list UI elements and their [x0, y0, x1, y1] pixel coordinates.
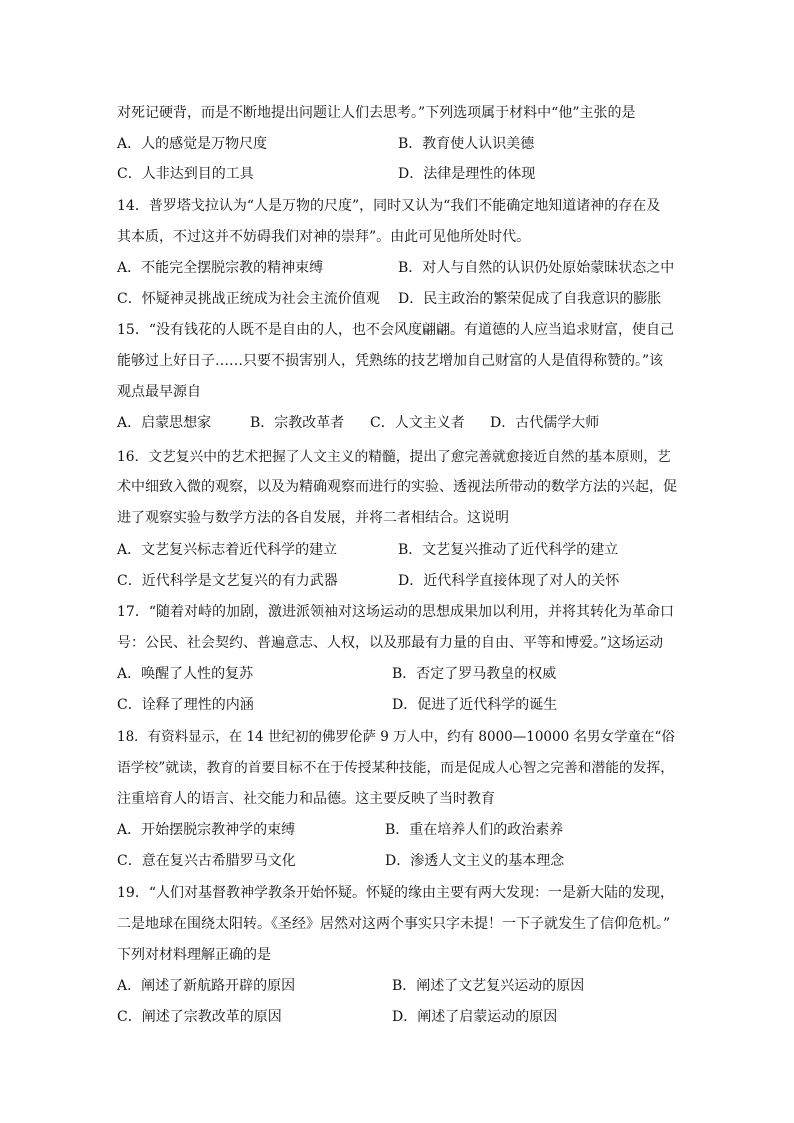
- question-13-option-c: C．人非达到目的工具: [117, 166, 254, 182]
- question-19-option-c: C．阐述了宗教改革的原因: [117, 1009, 282, 1025]
- question-14-option-a: A．不能完全摆脱宗教的精神束缚: [117, 260, 324, 276]
- question-13-option-d: D．法律是理性的体现: [398, 166, 536, 182]
- question-16-option-b: B．文艺复兴推动了近代科学的建立: [398, 542, 619, 558]
- question-18-option-a: A．开始摆脱宗教神学的束缚: [117, 822, 296, 838]
- question-15-option-b: B．宗教改革者: [250, 415, 345, 431]
- question-18-option-b: B．重在培养人们的政治素养: [385, 822, 564, 838]
- question-13-option-a: A．人的感觉是万物尺度: [117, 136, 268, 152]
- question-15-text-line-1: 15．“没有钱花的人既不是自由的人，也不会风度翩翩。有道德的人应当追求财富，使自己: [117, 322, 674, 338]
- question-14-text-line-1: 14．普罗塔戈拉认为“人是万物的尺度”，同时又认为“我们不能确定地知道诸神的存在及: [117, 198, 661, 214]
- question-19-text-line-1: 19．“人们对基督教神学教条开始怀疑。怀疑的缘由主要有两大发现：一是新大陆的发现，: [117, 885, 674, 901]
- question-15-option-a: A．启蒙思想家: [117, 415, 212, 431]
- question-14-option-c: C．怀疑神灵挑战正统成为社会主流价值观: [117, 291, 380, 307]
- question-18-option-c: C．意在复兴古希腊罗马文化: [117, 853, 296, 869]
- question-16-text-line-2: 术中细致入微的观察，以及为精确观察而进行的实验、透视法所带动的数学方法的兴起，促: [117, 479, 677, 495]
- question-16-text-line-3: 进了观察实验与数学方法的各自发展，并将二者相结合。这说明: [117, 510, 509, 526]
- question-18-text-line-2: 语学校”就读，教育的首要目标不在于传授某种技能，而是促成人心智之完善和潜能的发挥，: [117, 760, 675, 776]
- question-18-text-line-1: 18．有资料显示，在 14 世纪初的佛罗伦萨 9 万人中，约有 8000—10000 名男女学童在“俗: [117, 729, 675, 745]
- question-18-option-d: D．渗透人文主义的基本理念: [385, 853, 565, 869]
- question-15-text-line-3: 观点最早源自: [117, 384, 201, 400]
- question-15-option-d: D．古代儒学大师: [490, 415, 600, 431]
- question-15-text-line-2: 能够过上好日子……只要不损害别人，凭熟练的技艺增加自己财富的人是值得称赞的。”该: [117, 353, 664, 369]
- question-16-option-a: A．文艺复兴标志着近代科学的建立: [117, 542, 338, 558]
- question-17-text-line-2: 号：公民、社会契约、普遍意志、人权，以及那最有力量的自由、平等和博爱。”这场运动: [117, 635, 664, 651]
- question-19-option-a: A．阐述了新航路开辟的原因: [117, 978, 296, 994]
- question-19-option-b: B．阐述了文艺复兴运动的原因: [392, 978, 585, 994]
- question-14-text-line-2: 其本质，不过这并不妨碍我们对神的崇拜”。由此可见他所处时代。: [117, 229, 531, 245]
- question-17-text-line-1: 17．“随着对峙的加剧，激进派领袖对这场运动的思想成果加以利用，并将其转化为革命口: [117, 604, 674, 620]
- question-14-option-b: B．对人与自然的认识仍处原始蒙昧状态之中: [398, 260, 675, 276]
- question-16-text-line-1: 16．文艺复兴中的艺术把握了人文主义的精髓，提出了愈完善就愈接近自然的基本原则，艺: [117, 449, 671, 465]
- question-18-text-line-3: 注重培育人的语言、社交能力和品德。这主要反映了当时教育: [117, 791, 495, 807]
- question-13-option-b: B．教育使人认识美德: [398, 136, 535, 152]
- question-14-option-d: D．民主政治的繁荣促成了自我意识的膨胀: [398, 291, 662, 307]
- question-17-option-c: C．诠释了理性的内涵: [117, 697, 254, 713]
- question-19-text-line-3: 下列对材料理解正确的是: [117, 947, 271, 963]
- question-19-text-line-2: 二是地球在围绕太阳转。《圣经》居然对这两个事实只字未提！一下子就发生了信仰危机。”: [117, 916, 671, 932]
- question-13-text: 对死记硬背，而是不断地提出问题让人们去思考。”下列选项属于材料中“他”主张的是: [117, 105, 636, 121]
- question-16-option-c: C．近代科学是文艺复兴的有力武器: [117, 573, 338, 589]
- question-17-option-a: A．唤醒了人性的复苏: [117, 666, 254, 682]
- question-16-option-d: D．近代科学直接体现了对人的关怀: [398, 573, 620, 589]
- question-17-option-b: B．否定了罗马教皇的权威: [392, 666, 557, 682]
- question-17-option-d: D．促进了近代科学的诞生: [392, 697, 558, 713]
- question-19-option-d: D．阐述了启蒙运动的原因: [392, 1009, 558, 1025]
- question-15-option-c: C．人文主义者: [370, 415, 465, 431]
